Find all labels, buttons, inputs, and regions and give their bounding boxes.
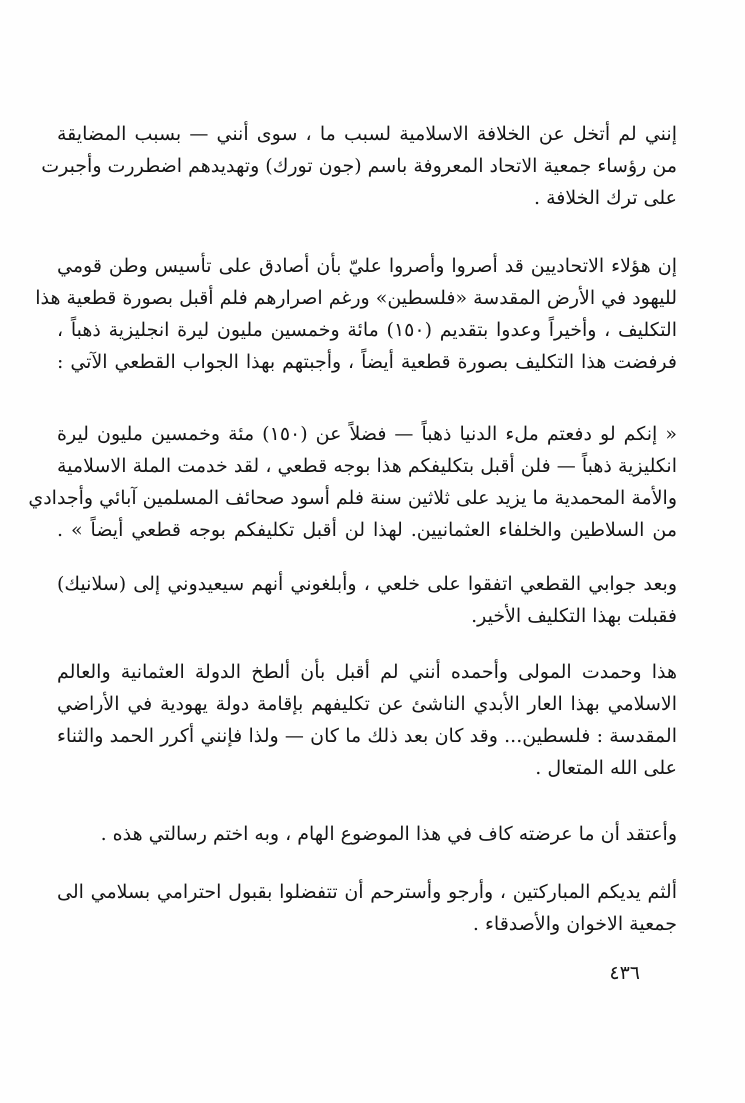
text-line: جمعية الاخوان والأصدقاء .: [472, 913, 677, 935]
text-line: الاسلامي بهذا العار الأبدي الناشئ عن تكليفهم بإقامة دولة يهودية في الأراضي: [57, 693, 677, 715]
text-line: على ترك الخلافة .: [534, 187, 677, 209]
text-line: إنني لم أتخل عن الخلافة الاسلامية لسبب ما ، سوى أنني — بسبب المضايقة: [57, 123, 677, 145]
page-number: ٤٣٦: [609, 962, 640, 984]
text-line: من السلاطين والخلفاء العثمانيين. لهذا لن أقبل تكليفكم بوجه قطعي أيضاً » .: [57, 519, 677, 541]
paragraph-unionists: [35, 250, 677, 378]
text-line: ألثم يديكم المباركتين ، وأرجو وأسترحم أن تتفضلوا بقبول احترامي بسلامي الى: [57, 881, 677, 903]
text-line: التكليف ، وأخيراً وعدوا بتقديم (١٥٠) مائة وخمسين مليون ليرة انجليزية ذهباً ،: [57, 319, 677, 341]
text-line: فقبلت بهذا التكليف الأخير.: [471, 605, 677, 627]
paragraph-abdication: [41, 118, 677, 214]
text-line: وأعتقد أن ما عرضته كاف في هذا الموضوع الهام ، وبه اختم رسالتي هذه .: [100, 823, 677, 845]
paragraph-praise: [57, 656, 677, 784]
text-line: فرفضت هذا التكليف بصورة قطعية أيضاً ، وأجبتهم بهذا الجواب القطعي الآتي :: [57, 351, 677, 373]
text-line: انكليزية ذهباً — فلن أقبل بتكليفكم هذا بوجه قطعي ، لقد خدمت الملة الاسلامية: [57, 455, 677, 477]
text-line: إن هؤلاء الاتحاديين قد أصروا وأصروا عليّ بأن أصادق على تأسيس وطن قومي: [57, 255, 677, 277]
text-line: والأمة المحمدية ما يزيد على ثلاثين سنة فلم أسود صحائف المسلمين آبائي وأجدادي: [28, 487, 677, 509]
text-line: هذا وحمدت المولى وأحمده أنني لم أقبل بأن ألطخ الدولة العثمانية والعالم: [57, 661, 677, 683]
text-line: لليهود في الأرض المقدسة «فلسطين» ورغم اصرارهم فلم أقبل بصورة قطعية هذا: [35, 287, 677, 309]
text-line: على الله المتعال .: [535, 757, 677, 779]
paragraph-closing: [57, 818, 677, 850]
paragraph-reply-quote: [28, 418, 677, 546]
paragraph-salutation: [57, 876, 677, 940]
text-line: وبعد جوابي القطعي اتفقوا على خلعي ، وأبلغوني أنهم سيعيدوني إلى (سلانيك): [57, 573, 677, 595]
text-line: « إنكم لو دفعتم ملء الدنيا ذهباً — فضلاً عن (١٥٠) مئة وخمسين مليون ليرة: [57, 423, 677, 445]
text-line: المقدسة : فلسطين... وقد كان بعد ذلك ما كان — ولذا فإنني أكرر الحمد والثناء: [57, 725, 677, 747]
text-line: من رؤساء جمعية الاتحاد المعروفة باسم (جون تورك) وتهديدهم اضطررت وأجبرت: [41, 155, 677, 177]
paragraph-deposition: [57, 568, 677, 632]
